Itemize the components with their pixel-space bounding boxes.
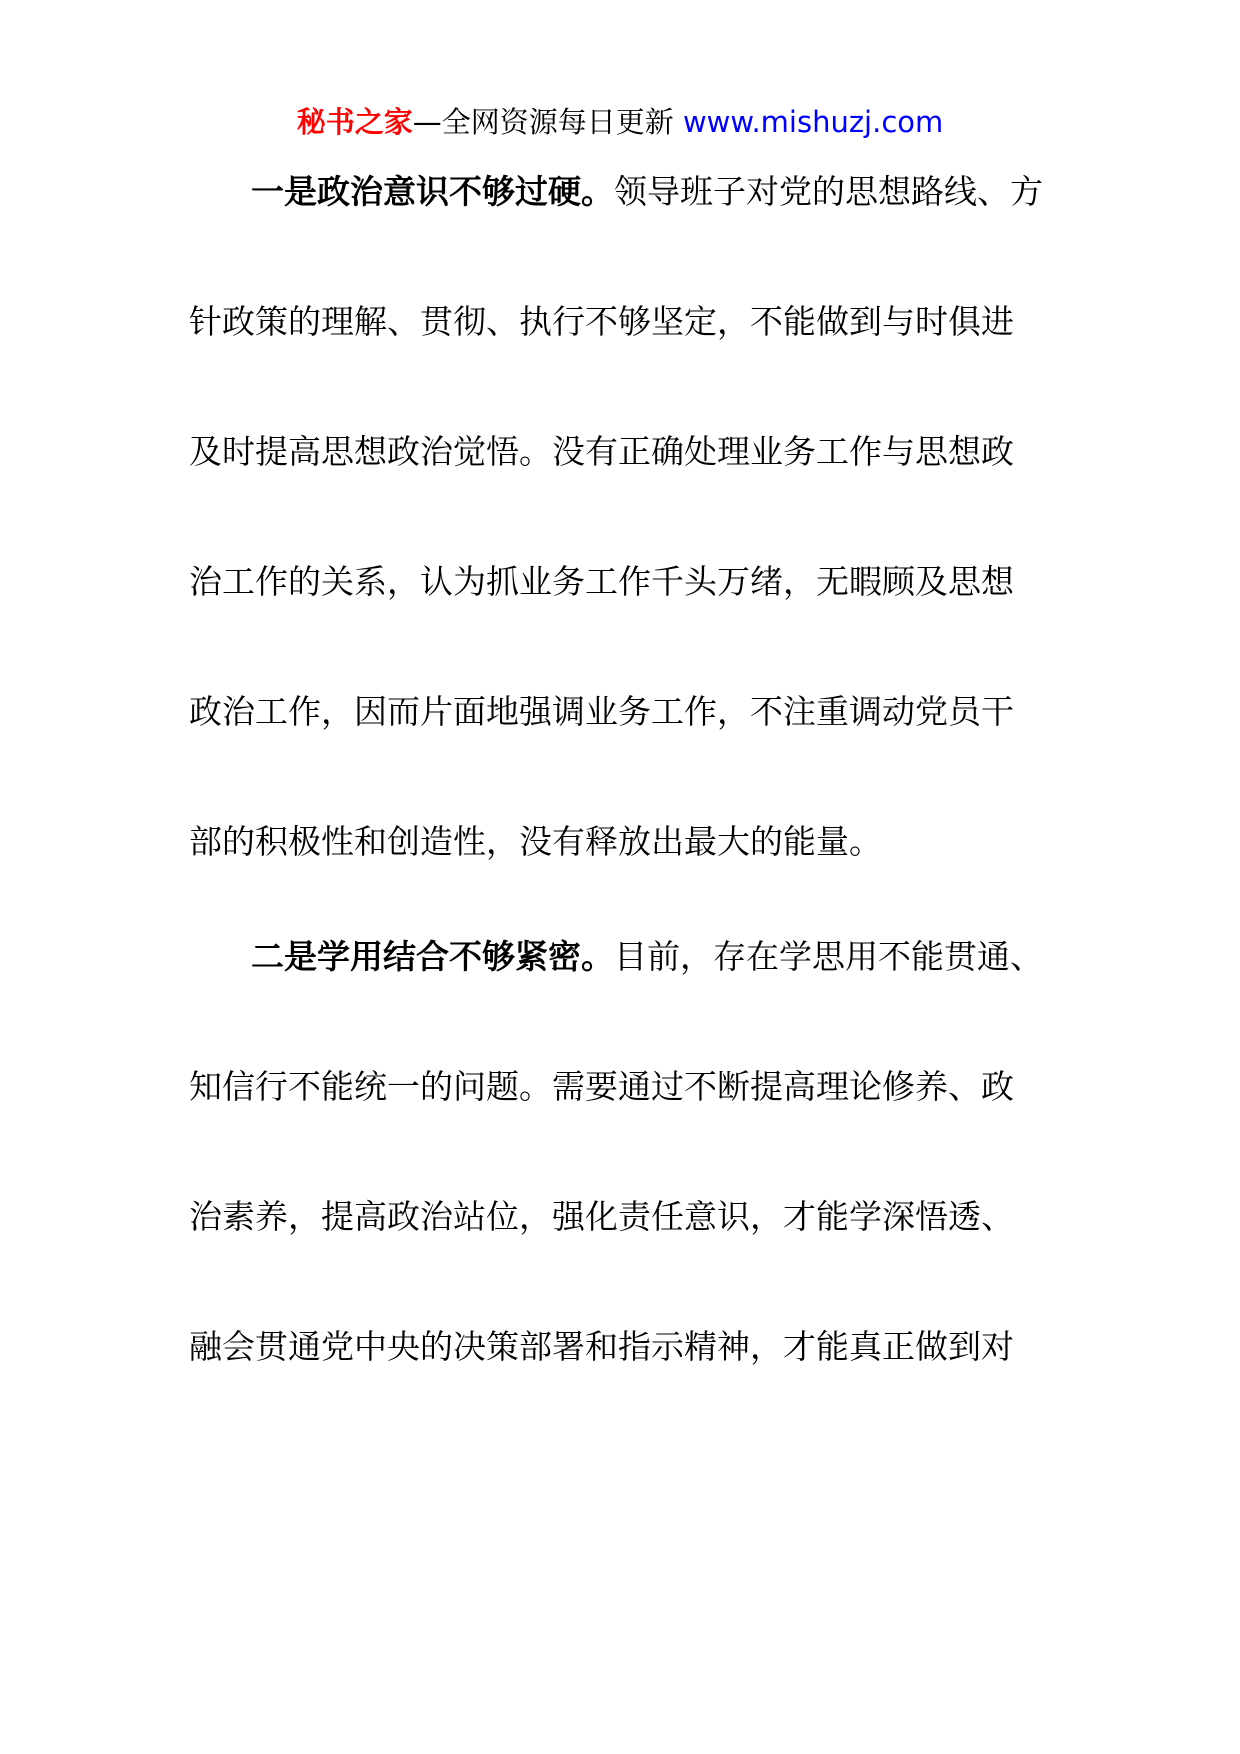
paragraph-2-line-2: 知信行不能统一的问题。需要通过不断提高理论修养、政 xyxy=(189,1067,1014,1106)
paragraph-1-line-6: 部的积极性和创造性，没有释放出最大的能量。 xyxy=(189,822,882,861)
paragraph-1-line-3: 及时提高思想政治觉悟。没有正确处理业务工作与思想政 xyxy=(189,432,1014,471)
paragraph-2-lead: 二是学用结合不够紧密。 xyxy=(251,937,614,976)
paragraph-2-line-3: 治素养，提高政治站位，强化责任意识，才能学深悟透、 xyxy=(189,1197,1014,1236)
paragraph-1-text: 领导班子对党的思想路线、方 xyxy=(614,172,1043,211)
paragraph-1-line-4: 治工作的关系，认为抓业务工作千头万绪，无暇顾及思想 xyxy=(189,562,1014,601)
paragraph-1-line-2: 针政策的理解、贯彻、执行不够坚定，不能做到与时俱进 xyxy=(189,302,1014,341)
paragraph-1-line-5: 政治工作，因而片面地强调业务工作，不注重调动党员干 xyxy=(189,692,1014,731)
paragraph-1-lead: 一是政治意识不够过硬。 xyxy=(251,172,614,211)
site-url-link[interactable]: www.mishuzj.com xyxy=(682,105,944,139)
paragraph-2-text: 目前，存在学思用不能贯通、 xyxy=(614,937,1043,976)
site-brand: 秘书之家 xyxy=(296,105,413,139)
paragraph-2-line-4: 融会贯通党中央的决策部署和指示精神，才能真正做到对 xyxy=(189,1327,1014,1366)
site-tagline: —全网资源每日更新 xyxy=(412,105,683,139)
paragraph-1-line-1 xyxy=(251,170,1057,214)
paragraph-2-line-1 xyxy=(251,935,1057,979)
site-header xyxy=(0,102,1240,142)
